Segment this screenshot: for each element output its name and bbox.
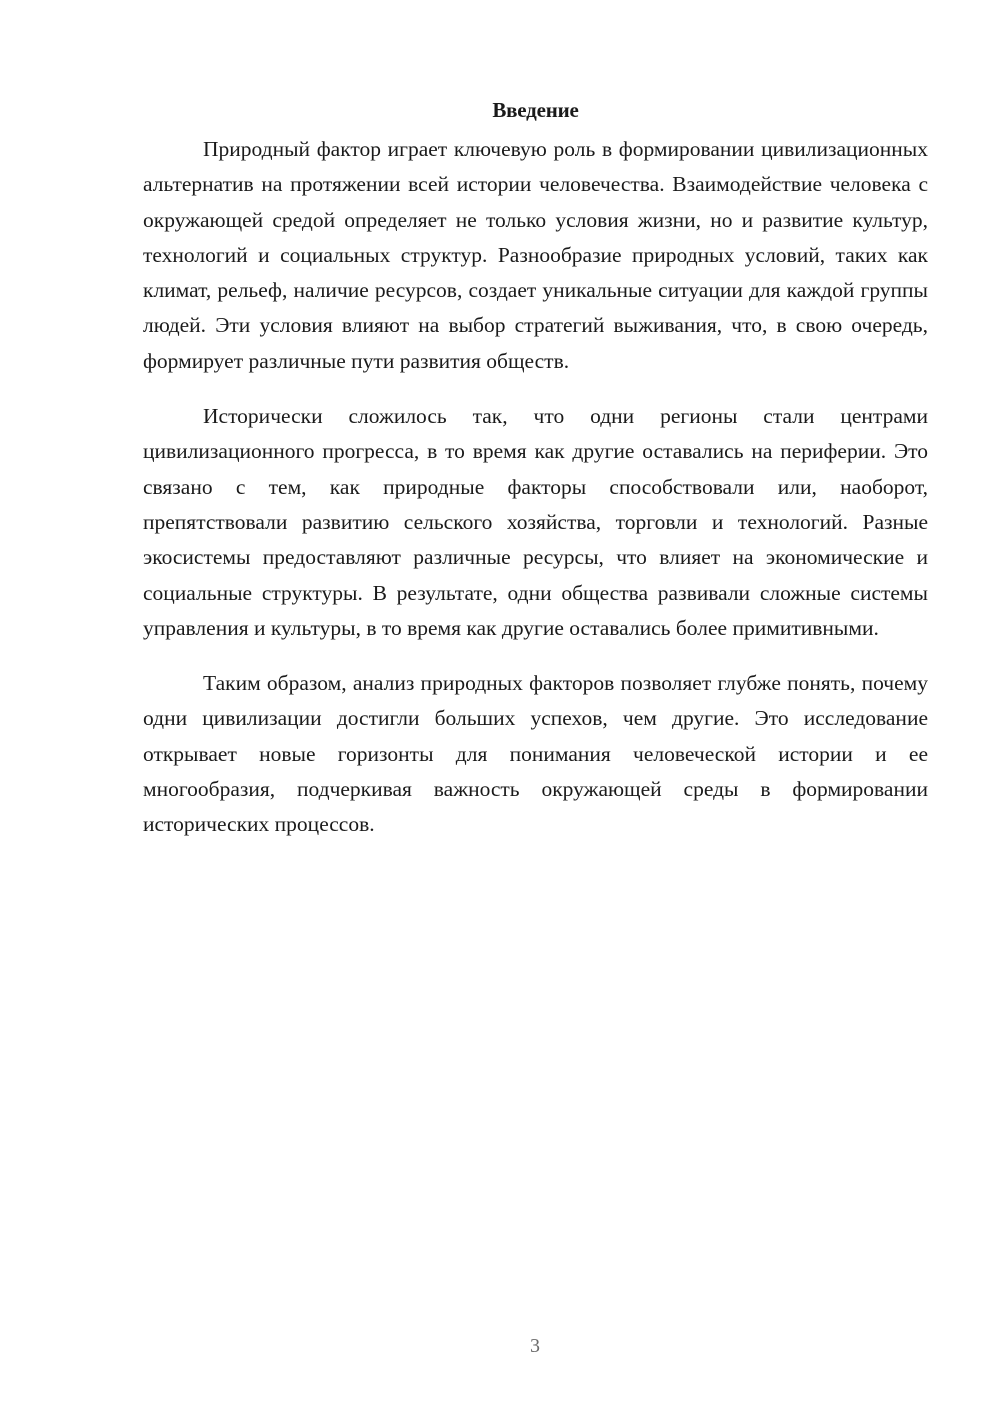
paragraph-3: Таким образом, анализ природных факторов позволяет глубже понять, почему одни цивилизации достигли больших успехов, чем другие. Это исследование открывает новые горизонты для понимания человеческой истории и ее многообразия, подчеркивая важность окружающей среды в формировании исторических процессов. — [143, 671, 928, 837]
section-heading: Введение — [492, 98, 579, 122]
paragraph-1: Природный фактор играет ключевую роль в формировании цивилизационных альтернатив на протяжении всей истории человечества. Взаимодействие человека с окружающей средой определяет не только условия жизни, но и развитие культур, технологий и социальных структур. Разнообразие природных условий, таких как климат, рельеф, наличие ресурсов, создает уникальные ситуации для каждой группы людей. Эти условия влияют на выбор стратегий выживания, что, в свою очередь, формирует различные пути развития обществ. — [143, 137, 928, 373]
page-content — [143, 92, 928, 843]
page-number: 3 — [530, 1335, 540, 1357]
paragraph-2: Исторически сложилось так, что одни регионы стали центрами цивилизационного прогресса, в то время как другие оставались на периферии. Это связано с тем, как природные факторы способствовали или, наоборот, препятствовали развитию сельского хозяйства, торговли и технологий. Разные экосистемы предоставляют различные ресурсы, что влияет на экономические и социальные структуры. В результате, одни общества развивали сложные системы управления и культуры, в то время как другие оставались более примитивными. — [143, 404, 928, 640]
